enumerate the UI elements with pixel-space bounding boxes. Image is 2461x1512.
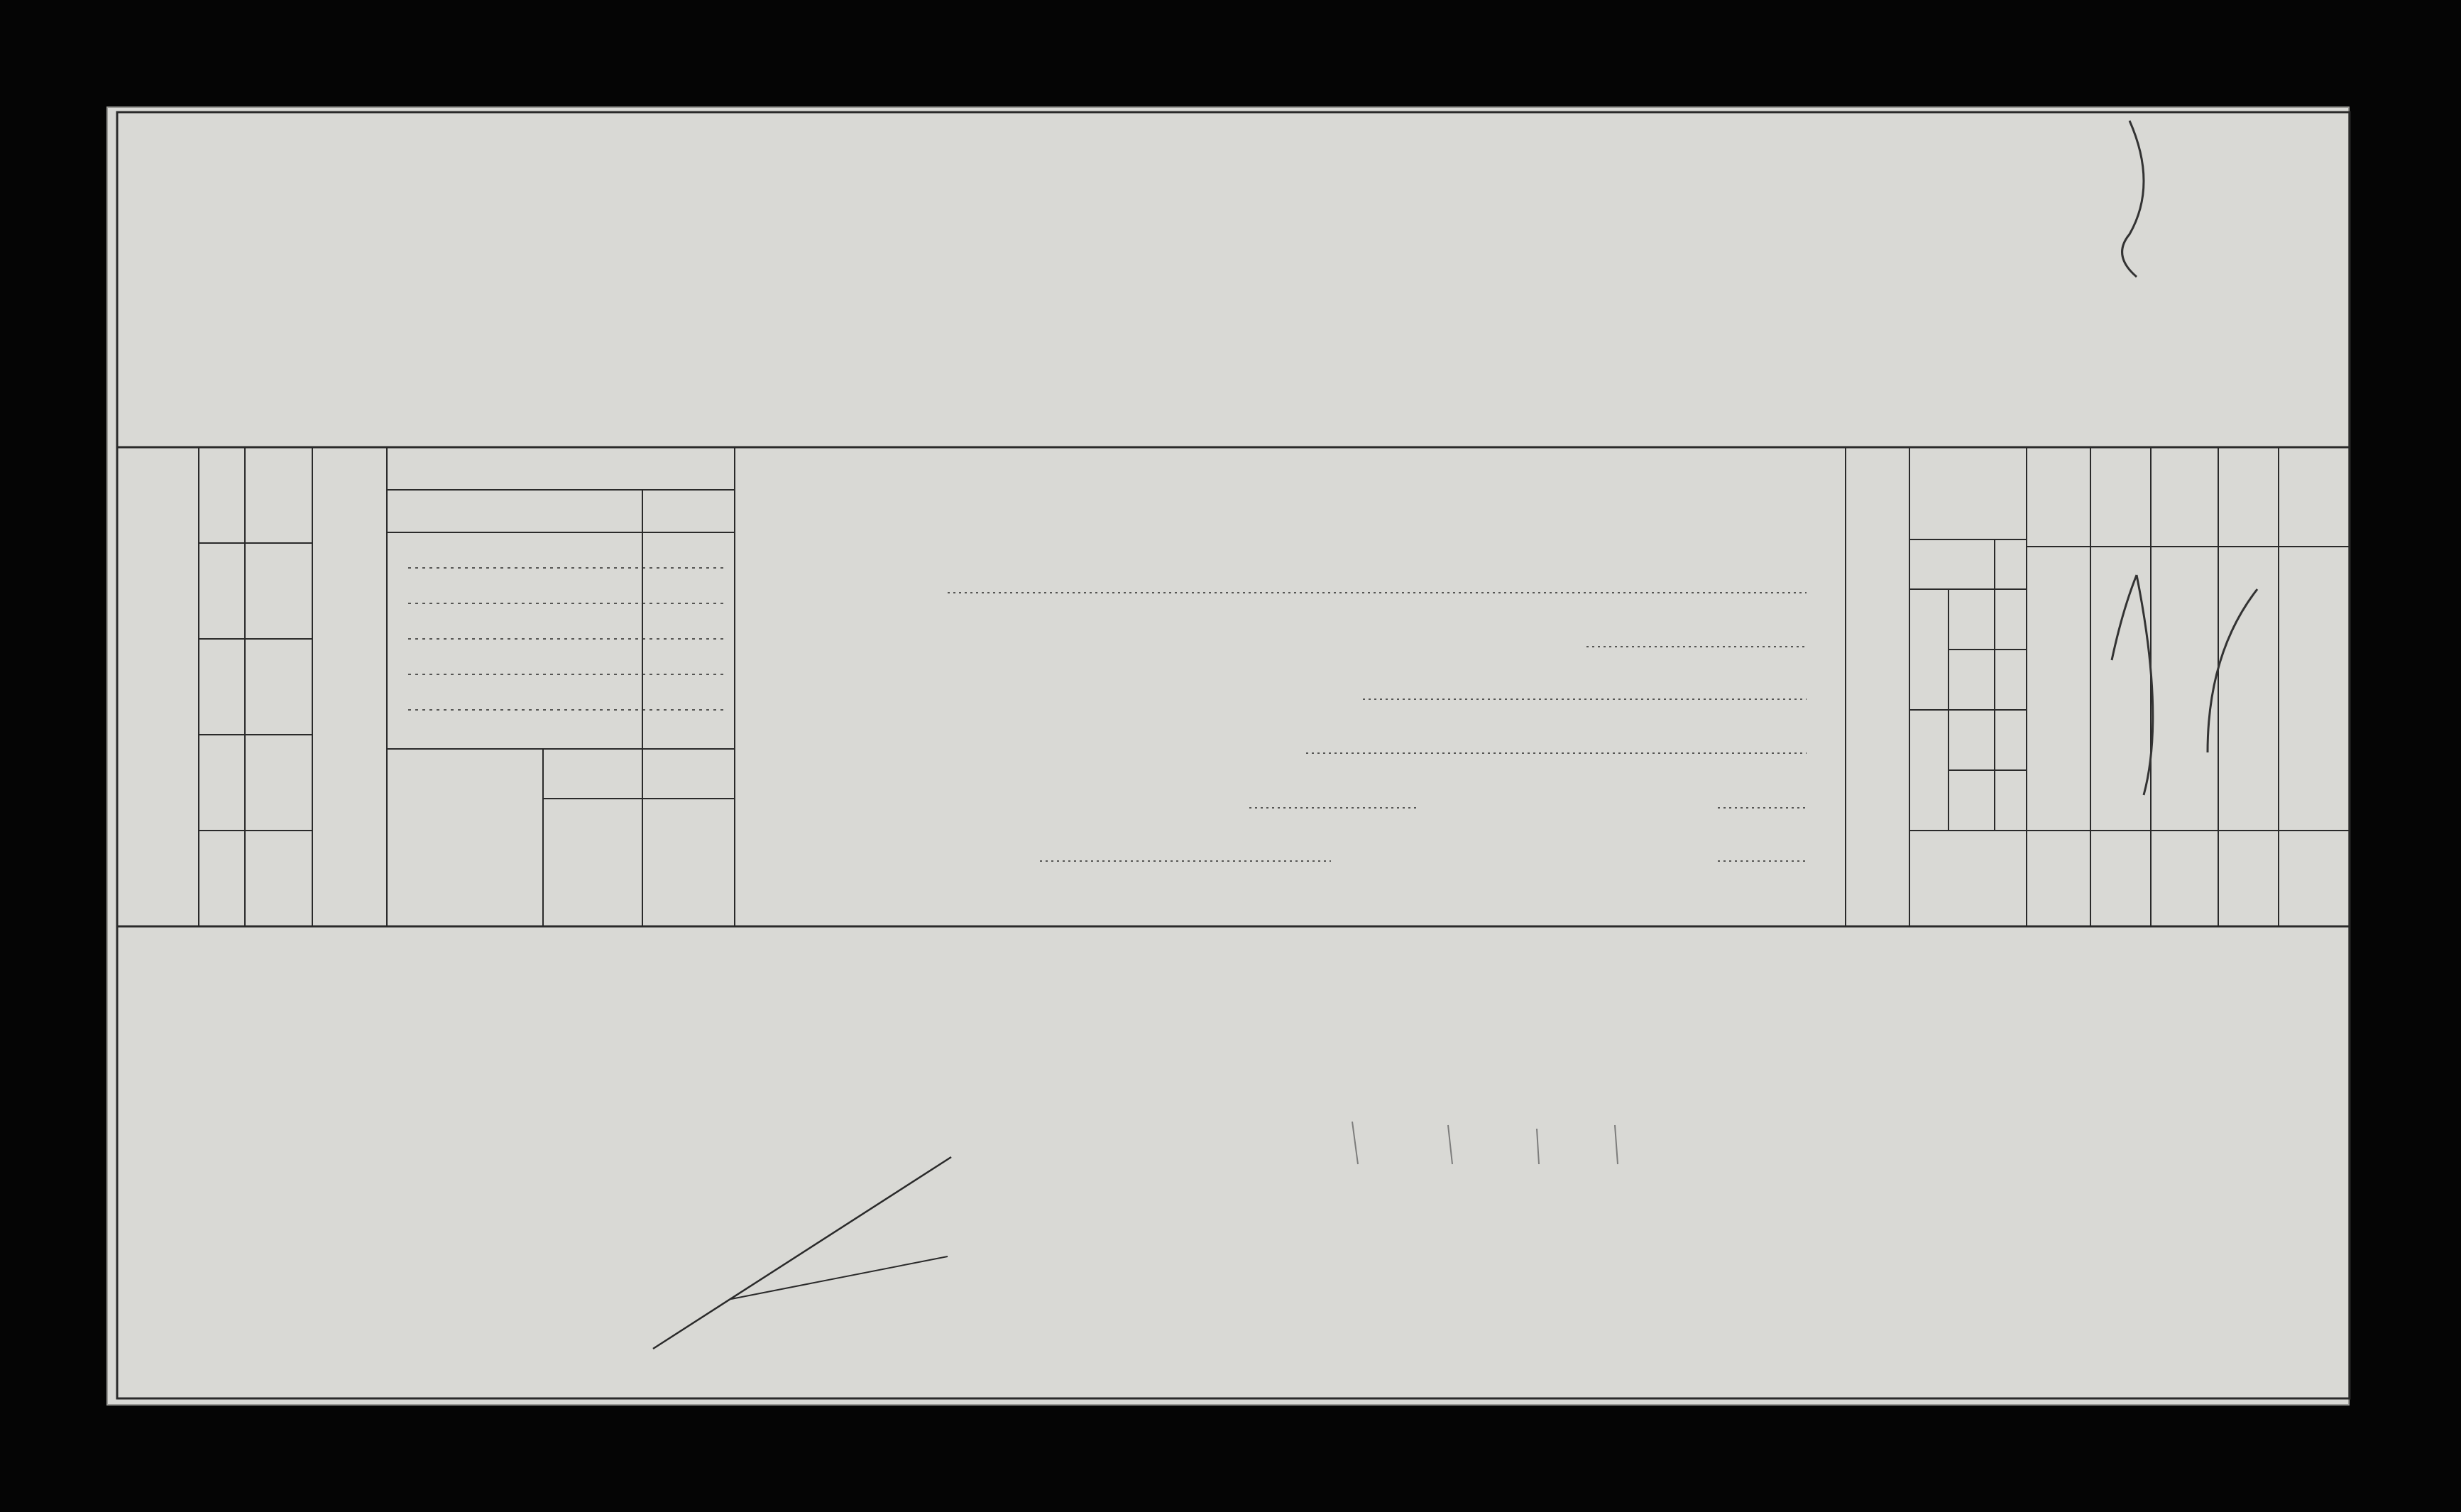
hw-strike-1: [653, 1157, 951, 1349]
handwritten-lower: [653, 1122, 1618, 1349]
hw-bracket: [2122, 121, 2144, 277]
hw-faint-marks: [1352, 1122, 1618, 1164]
trade-block: [387, 447, 735, 926]
form-border: [117, 112, 2350, 1398]
hw-population-marks: [2112, 575, 2257, 795]
population-block: [1909, 447, 2350, 926]
handwritten-top: [2122, 121, 2144, 277]
workers-block: [199, 447, 387, 926]
private-farms-block: [948, 447, 1846, 926]
